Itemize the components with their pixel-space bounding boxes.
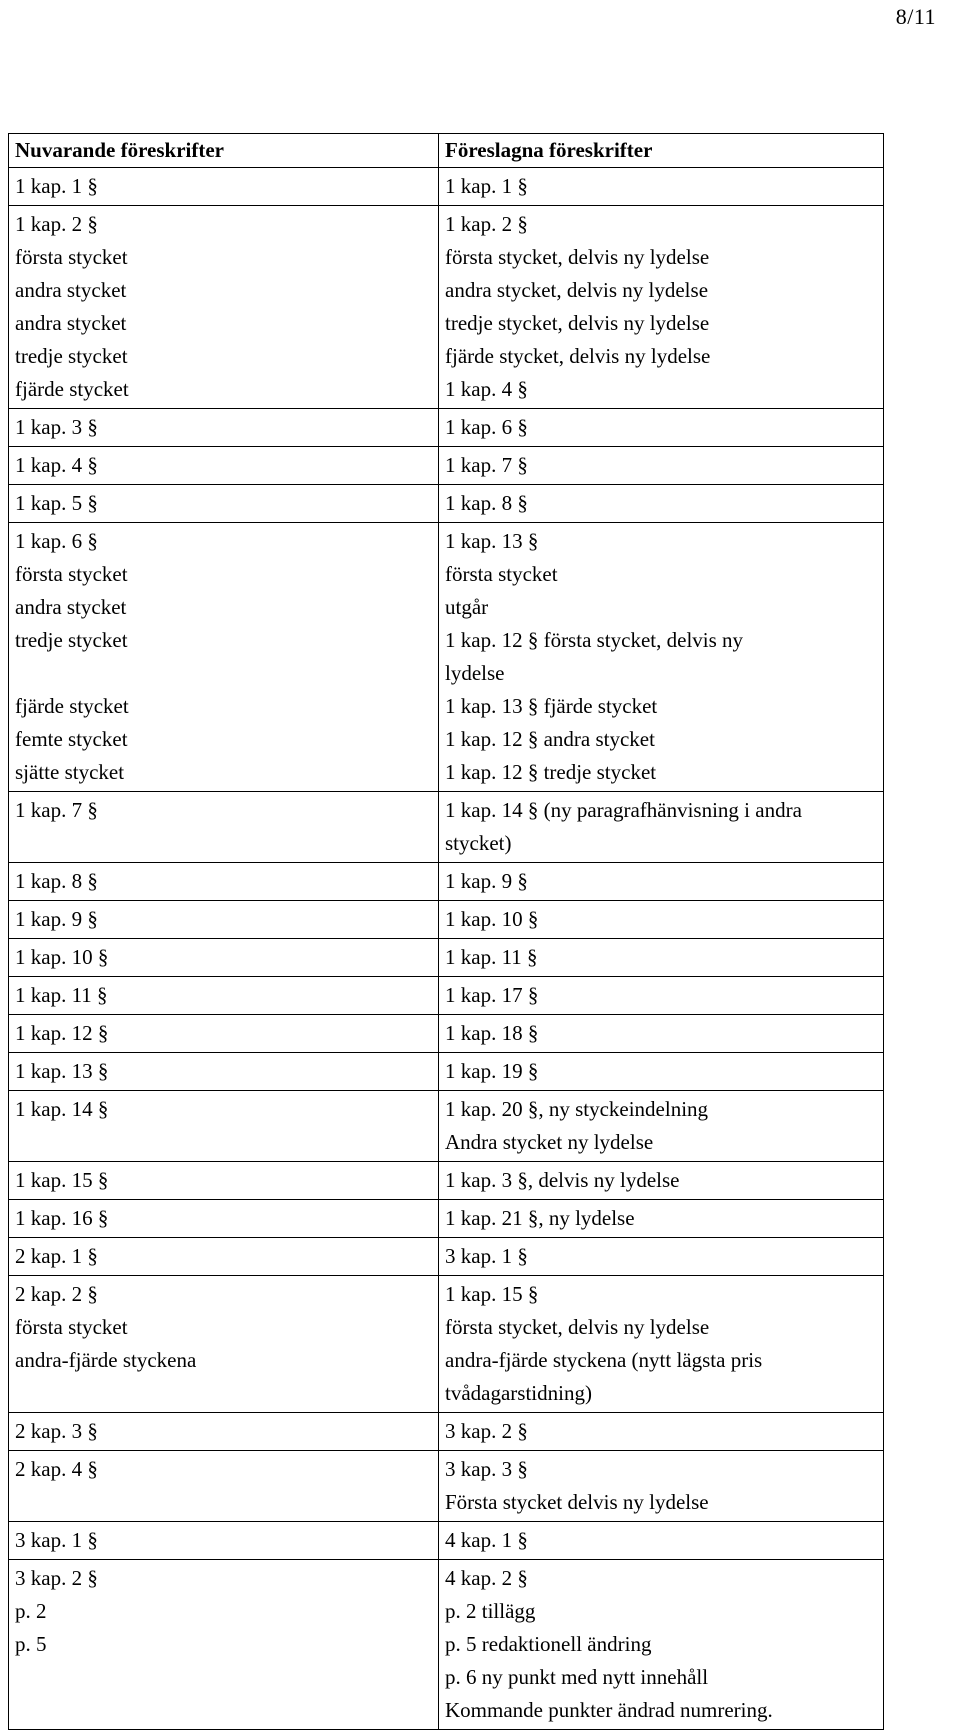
provision-line: 1 kap. 3 §, delvis ny lydelse [445,1168,680,1192]
provision-line: fjärde stycket [15,377,129,401]
current-provision-cell [9,939,439,977]
provision-line [15,1377,432,1410]
table-row [9,1560,884,1730]
provision-line: 1 kap. 4 § [15,453,98,477]
provision-line: fjärde stycket [15,694,129,718]
provision-line [15,1126,432,1159]
provision-line: 1 kap. 3 § [15,415,98,439]
table-header-row [9,134,884,168]
provision-line: 1 kap. 11 § [445,945,538,969]
current-provision-cell [9,792,439,863]
proposed-provision-cell [439,1451,884,1522]
current-provision-cell [9,1451,439,1522]
table-row [9,1238,884,1276]
proposed-provision-cell [439,1522,884,1560]
table-row [9,409,884,447]
provision-line: utgår [445,595,489,619]
provision-line: 3 kap. 3 § [445,1457,528,1481]
proposed-provision-cell [439,409,884,447]
provision-line: 1 kap. 12 § tredje stycket [445,760,657,784]
current-provision-cell [9,1560,439,1730]
provision-line: första stycket [15,562,128,586]
provision-line: 1 kap. 13 § [15,1059,109,1083]
proposed-provision-cell [439,1560,884,1730]
provision-line: 1 kap. 15 § [15,1168,109,1192]
provision-line: p. 5 redaktionell ändring [445,1632,652,1656]
proposed-provision-cell [439,1162,884,1200]
current-provision-cell [9,1015,439,1053]
provision-line: 1 kap. 21 §, ny lydelse [445,1206,635,1230]
provision-line: första stycket [15,245,128,269]
provision-line: första stycket, delvis ny lydelse [445,1315,710,1339]
proposed-provision-cell [439,1238,884,1276]
table-row [9,485,884,523]
provision-line: 3 kap. 1 § [15,1528,98,1552]
provision-line: 1 kap. 6 § [445,415,528,439]
provision-line: 1 kap. 16 § [15,1206,109,1230]
provision-line: 1 kap. 1 § [15,174,98,198]
current-provision-cell [9,1200,439,1238]
provision-line: lydelse [445,661,505,685]
table-body [9,168,884,1730]
column-header-proposed: Föreslagna föreskrifter [439,134,884,168]
table-row [9,792,884,863]
provision-line [15,1694,432,1727]
current-provision-cell [9,901,439,939]
table-row [9,939,884,977]
table-row [9,1162,884,1200]
provision-line: andra-fjärde styckena (nytt lägsta pris [445,1348,763,1372]
provision-line: p. 2 [15,1599,47,1623]
provision-line: andra stycket [15,595,127,619]
proposed-provision-cell [439,792,884,863]
proposed-provision-cell [439,206,884,409]
proposed-provision-cell [439,523,884,792]
provision-line: 1 kap. 11 § [15,983,108,1007]
provision-line: 1 kap. 10 § [15,945,109,969]
provision-line: 1 kap. 13 § [445,529,539,553]
table-row [9,1053,884,1091]
provision-line: p. 5 [15,1632,47,1656]
table-row [9,168,884,206]
current-provision-cell [9,168,439,206]
table-row [9,1451,884,1522]
provision-line: Kommande punkter ändrad numrering. [445,1698,773,1722]
current-provision-cell [9,1053,439,1091]
provision-line: 2 kap. 3 § [15,1419,98,1443]
current-provision-cell [9,1162,439,1200]
provision-line: 1 kap. 14 § (ny paragrafhänvisning i andra [445,798,802,822]
provision-line: första stycket [445,562,558,586]
provision-line: p. 2 tillägg [445,1599,536,1623]
provision-line: 1 kap. 12 § andra stycket [445,727,655,751]
proposed-provision-cell [439,1091,884,1162]
provision-line: 1 kap. 8 § [15,869,98,893]
current-provision-cell [9,1276,439,1413]
provision-line: 1 kap. 10 § [445,907,539,931]
current-provision-cell [9,1238,439,1276]
current-provision-cell [9,523,439,792]
table-row [9,901,884,939]
provision-line: 2 kap. 4 § [15,1457,98,1481]
column-header-current: Nuvarande föreskrifter [9,134,439,168]
proposed-provision-cell [439,168,884,206]
provision-line: 1 kap. 12 § [15,1021,109,1045]
provision-line [15,1661,432,1694]
page-number: 8/11 [895,4,936,29]
table-row [9,1413,884,1451]
comparison-table [8,133,884,1730]
provision-line: tredje stycket, delvis ny lydelse [445,311,710,335]
proposed-provision-cell [439,977,884,1015]
provision-line: 1 kap. 9 § [445,869,528,893]
provision-line: 1 kap. 2 § [15,212,98,236]
table-row [9,1091,884,1162]
provision-line: 1 kap. 18 § [445,1021,539,1045]
current-provision-cell [9,409,439,447]
provision-line: 2 kap. 2 § [15,1282,98,1306]
proposed-provision-cell [439,939,884,977]
provision-line: 1 kap. 7 § [15,798,98,822]
provision-line: Första stycket delvis ny lydelse [445,1490,709,1514]
provision-line: femte stycket [15,727,128,751]
provision-line: andra-fjärde styckena [15,1348,197,1372]
current-provision-cell [9,1413,439,1451]
provision-line: 3 kap. 2 § [445,1419,528,1443]
provision-line: första stycket, delvis ny lydelse [445,245,710,269]
proposed-provision-cell [439,1200,884,1238]
provision-line: p. 6 ny punkt med nytt innehåll [445,1665,709,1689]
current-provision-cell [9,1522,439,1560]
table-row [9,206,884,409]
provision-line: 1 kap. 12 § första stycket, delvis ny [445,628,744,652]
provision-line: 1 kap. 13 § fjärde stycket [445,694,658,718]
table-row [9,1015,884,1053]
proposed-provision-cell [439,1276,884,1413]
provision-line [15,827,432,860]
provision-line: 1 kap. 9 § [15,907,98,931]
provision-line: tredje stycket [15,628,128,652]
current-provision-cell [9,1091,439,1162]
proposed-provision-cell [439,901,884,939]
provision-line: 1 kap. 20 §, ny styckeindelning [445,1097,709,1121]
table-row [9,977,884,1015]
provision-line: fjärde stycket, delvis ny lydelse [445,344,711,368]
provision-line: 1 kap. 17 § [445,983,539,1007]
table-row [9,1200,884,1238]
provision-line: 1 kap. 4 § [445,377,528,401]
provision-line: 3 kap. 1 § [445,1244,528,1268]
provision-line: 1 kap. 5 § [15,491,98,515]
provision-line: andra stycket [15,311,127,335]
provision-line: andra stycket [15,278,127,302]
provision-line: 4 kap. 2 § [445,1566,528,1590]
provision-line: 1 kap. 8 § [445,491,528,515]
current-provision-cell [9,977,439,1015]
provision-line [15,1486,432,1519]
proposed-provision-cell [439,485,884,523]
provision-line: 3 kap. 2 § [15,1566,98,1590]
provision-line: första stycket [15,1315,128,1339]
provision-line: 1 kap. 1 § [445,174,528,198]
provision-line: tvådagarstidning) [445,1381,592,1405]
provision-line: 1 kap. 15 § [445,1282,539,1306]
current-provision-cell [9,863,439,901]
proposed-provision-cell [439,447,884,485]
provision-line: 1 kap. 19 § [445,1059,539,1083]
table-row [9,863,884,901]
proposed-provision-cell [439,863,884,901]
proposed-provision-cell [439,1053,884,1091]
provision-line: 1 kap. 7 § [445,453,528,477]
table-row [9,447,884,485]
provision-line: 4 kap. 1 § [445,1528,528,1552]
provision-line: andra stycket, delvis ny lydelse [445,278,709,302]
provision-line: tredje stycket [15,344,128,368]
provision-line: sjätte stycket [15,760,125,784]
current-provision-cell [9,206,439,409]
current-provision-cell [9,485,439,523]
provision-line: Andra stycket ny lydelse [445,1130,654,1154]
provision-line: 1 kap. 2 § [445,212,528,236]
provision-line [15,657,432,690]
table-row [9,1522,884,1560]
table-row [9,1276,884,1413]
provision-line: 1 kap. 6 § [15,529,98,553]
provision-line: 1 kap. 14 § [15,1097,109,1121]
proposed-provision-cell [439,1413,884,1451]
provision-line: 2 kap. 1 § [15,1244,98,1268]
provision-line: stycket) [445,831,512,855]
current-provision-cell [9,447,439,485]
proposed-provision-cell [439,1015,884,1053]
table-row [9,523,884,792]
